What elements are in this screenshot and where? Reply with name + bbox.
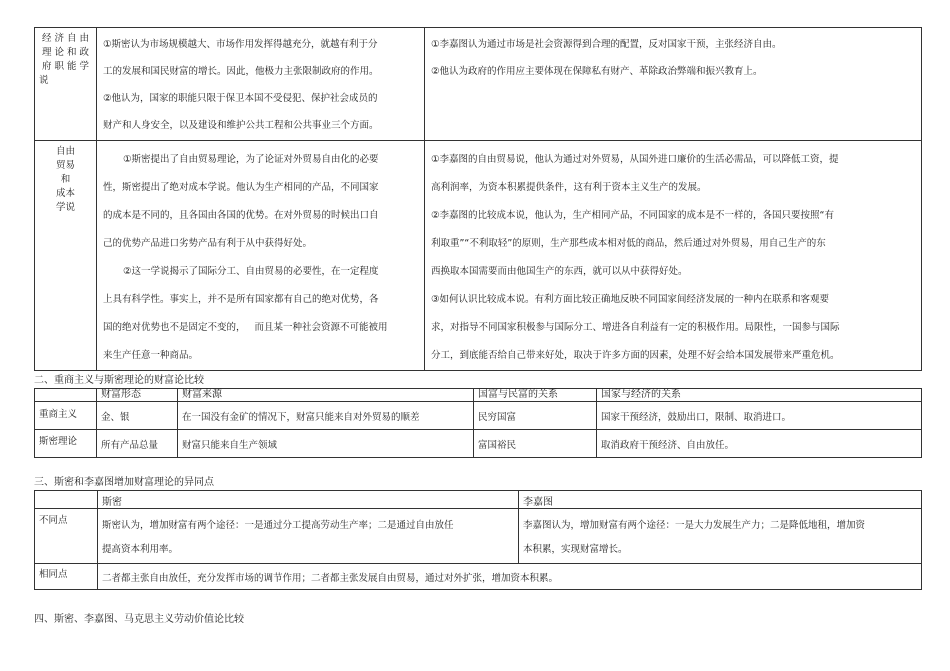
header-cell: [35, 389, 97, 402]
text-line: 求，对指导不同国家积极参与国际分工、增进各自利益有一定的积极作用。局限性，一国参与国际: [431, 322, 840, 333]
similarities-text: 二者都主张自由放任，充分发挥市场的调节作用；二者都主张发展自由贸易，通过对外扩张，增加资本积累。: [98, 564, 922, 590]
table-row: [35, 564, 922, 590]
text-line: 李嘉图认为，增加财富有两个途径：一是大力发展生产力；二是降低地租，增加资: [523, 520, 866, 531]
text-line: 利取重”“不利取轻”的原则，生产那些成本相对低的商品，然后通过对外贸易，用自己生产的东: [431, 238, 826, 249]
label-line: 学说: [55, 202, 75, 213]
header-cell: 国家与经济的关系: [597, 389, 922, 402]
text-line: 性，斯密提出了绝对成本学说。他认为生产相同的产品，不同国家: [103, 182, 379, 193]
table-cell: 国家干预经济，鼓励出口，限制、取消进口。: [597, 402, 922, 430]
section-title: 二、重商主义与斯密理论的财富论比较: [34, 375, 204, 386]
row-label-free-trade: [35, 141, 97, 371]
table-cell: 富国裕民: [474, 430, 597, 458]
header-cell: 李嘉图: [519, 491, 922, 509]
wealth-comparison-table: [34, 388, 922, 458]
text-line: 上具有科学性。事实上，并不是所有国家都有自己的绝对优势，各: [103, 294, 379, 305]
text-line: 斯密认为，增加财富有两个途径：一是通过分工提高劳动生产率；二是通过自由放任: [102, 520, 454, 531]
ricardo-free-trade: [425, 141, 922, 371]
label-line: 贸易: [55, 160, 75, 171]
row-label-similarities: 相同点: [35, 564, 98, 590]
header-cell: [35, 491, 98, 509]
row-label-differences: 不同点: [35, 509, 98, 564]
table-cell: 所有产品总量: [97, 430, 178, 458]
label-line: 说: [39, 75, 49, 86]
header-cell: 斯密: [98, 491, 519, 509]
text-line: 己的优势产品进口劣势产品有利于从中获得好处。: [103, 238, 313, 249]
smith-differences: [98, 509, 519, 564]
text-line: 提高资本利用率。: [102, 544, 179, 555]
text-line: ②他认为，国家的职能只限于保卫本国不受侵犯、保护社会成员的: [103, 93, 378, 104]
row-label: 重商主义: [35, 402, 97, 430]
wealth-increase-table: [34, 490, 922, 590]
text-line: 国的绝对优势也不是固定不变的， 而且某一种社会资源不可能被用: [103, 322, 388, 333]
smith-economic-freedom: [97, 28, 425, 141]
text-line: 的成本是不同的，且各国由各国的优势。在对外贸易的时候出口自: [103, 210, 379, 221]
table-cell: 在一国没有金矿的情况下，财富只能来自对外贸易的顺差: [178, 402, 474, 430]
table-row: [35, 509, 922, 564]
table-row: [35, 141, 922, 371]
header-cell: 财富形态: [97, 389, 178, 402]
table-row: [35, 430, 922, 458]
table-row: [35, 28, 922, 141]
text-line: 财产和人身安全，以及建设和维护公共工程和公共事业三个方面。: [103, 120, 379, 131]
ricardo-economic-freedom: [425, 28, 922, 141]
text-line: ①斯密认为市场规模越大、市场作用发挥得越充分，就越有利于分: [103, 39, 378, 50]
row-label: 斯密理论: [35, 430, 97, 458]
text-line: ②他认为政府的作用应主要体现在保障私有财产、革除政治弊端和振兴教育上。: [431, 66, 763, 77]
label-line: 和: [60, 174, 71, 185]
header-cell: 国富与民富的关系: [474, 389, 597, 402]
table-header-row: [35, 389, 922, 402]
label-line: 成本: [55, 188, 75, 199]
table-cell: 金、银: [97, 402, 178, 430]
table-cell: 财富只能来自生产领域: [178, 430, 474, 458]
text-line: ③如何认识比较成本说。有利方面比较正确地反映不同国家间经济发展的一种内在联系和客观要: [431, 294, 830, 305]
table-cell: 民穷国富: [474, 402, 597, 430]
ricardo-differences: [519, 509, 922, 564]
text-line: 来生产任意一种商品。: [103, 350, 199, 361]
table-row: [35, 402, 922, 430]
label-line: 自由: [55, 146, 75, 157]
text-line: ①李嘉图的自由贸易说，他认为通过对外贸易，从国外进口廉价的生活必需品，可以降低工资，提: [431, 154, 839, 165]
text-line: 工的发展和国民财富的增长。因此，他极力主张限制政府的作用。: [103, 66, 379, 77]
text-line: ①李嘉图认为通过市场是社会资源得到合理的配置，反对国家干预，主张经济自由。: [431, 39, 782, 50]
row-label-economic-freedom: [35, 28, 97, 141]
header-cell: 财富来源: [178, 389, 474, 402]
text-line: ②李嘉图的比较成本说，他认为，生产相同产品，不同国家的成本是不一样的，各国只要按照“有: [431, 210, 834, 221]
smith-free-trade: [97, 141, 425, 371]
theory-comparison-table: [34, 27, 922, 371]
text-line: 高利润率，为资本积累提供条件，这有利于资本主义生产的发展。: [431, 182, 707, 193]
table-header-row: [35, 491, 922, 509]
table-cell: 取消政府干预经济、自由放任。: [597, 430, 922, 458]
text-line: ②这一学说揭示了国际分工、自由贸易的必要性，在一定程度: [123, 266, 379, 277]
label-line: 经 济 自 由: [41, 33, 90, 44]
text-line: 西换取本国需要而由他国生产的东西，就可以从中获得好处。: [431, 266, 688, 277]
text-line: ①斯密提出了自由贸易理论，为了论证对外贸易自由化的必要: [123, 154, 379, 165]
text-line: 分工，到底能否给自己带来好处，取决于许多方面的因素，处理不好会给本国发展带来严重危机。: [431, 350, 840, 361]
label-line: 理 论 和 政: [41, 47, 90, 58]
text-line: 本积累，实现财富增长。: [523, 544, 628, 555]
label-line: 府 职 能 学: [41, 61, 90, 72]
section-title: 三、斯密和李嘉图增加财富理论的异同点: [34, 477, 214, 488]
section-title: 四、斯密、李嘉图、马克思主义劳动价值论比较: [34, 614, 244, 625]
